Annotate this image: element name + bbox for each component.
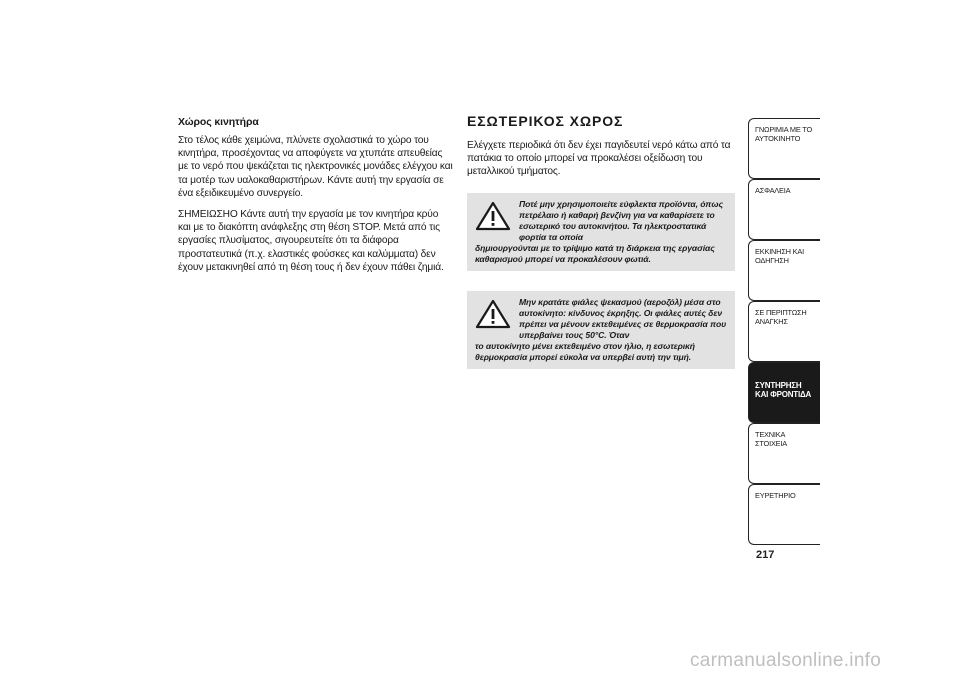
page-title: ΕΣΩΤΕΡΙΚΟΣ ΧΩΡΟΣ: [467, 113, 624, 129]
section-title-engine-bay: Χώρος κινητήρα: [178, 116, 259, 128]
watermark: carmanualsonline.info: [690, 650, 882, 671]
page-number: 217: [756, 549, 775, 561]
warning-text-continued: το αυτοκίνητο μένει εκτεθειμένο στον ήλιο, η εσωτερική θερμοκρασία μπορεί εύκολα να υπερβεί αυτή την τιμή.: [475, 340, 695, 362]
engine-bay-note: ΣΗΜΕΙΩΣΗΟ Κάντε αυτή την εργασία με τον κινητήρα κρύο και με το διακόπτη ανάφλεξης στη θέση STOP. Μετά από τις εργασίες πλυσίματος, σιγουρευτείτε ότι τα διάφορα προστατευτικά (π.χ. ελαστικές φούσκες και καλύμματα) δεν έχουν μετακινηθεί από τη θέση τους ή δεν έχουν πάθει ζημιά.: [178, 209, 444, 273]
tab-maintenance-active[interactable]: ΣΥΝΤΗΡΗΣΗ ΚΑΙ ΦΡΟΝΤΙΔΑ: [748, 362, 820, 423]
warning-box-aerosol: [467, 291, 735, 369]
warning-triangle-icon: [475, 201, 511, 231]
engine-bay-paragraph: Στο τέλος κάθε χειμώνα, πλύνετε σχολαστικά το χώρο του κινητήρα, προσέχοντας να αποφύγετε να χτυπάτε απευθείας με το νερό που ψεκάζεται τις ηλεκτρονικές μονάδες ελέγχου και τα μοτέρ των υαλοκαθαριστήρων. Κάντε αυτή την εργασία σε ένα εξειδικευμένο συνεργείο.: [178, 135, 453, 199]
interior-column: [467, 113, 735, 389]
tab-index[interactable]: ΕΥΡΕΤΗΡΙΟ: [748, 484, 820, 545]
tab-emergency[interactable]: ΣΕ ΠΕΡΙΠΤΩΣΗ ΑΝΑΓΚΗΣ: [748, 301, 820, 362]
tab-technical-data[interactable]: ΤΕΧΝΙΚΑ ΣΤΟΙΧΕΙΑ: [748, 423, 820, 484]
tab-starting-driving[interactable]: ΕΚΚΙΝΗΣΗ ΚΑΙ ΟΔΗΓΗΣΗ: [748, 240, 820, 301]
left-column: [178, 116, 453, 282]
warning-text: Μην κρατάτε φιάλες ψεκασμού (αεροζόλ) μέσα στο αυτοκίνητο: κίνδυνος έκρηξης. Οι φιάλες αυτές δεν πρέπει να μένουν εκτεθειμένες σε θερμοκρασία που υπερβαίνει τους 50°C. Όταν: [519, 296, 727, 340]
tab-safety[interactable]: ΑΣΦΑΛΕΙΑ: [748, 179, 820, 240]
chapter-tabs: [748, 118, 820, 545]
warning-box-flammable: [467, 193, 735, 271]
warning-triangle-icon: [475, 299, 511, 329]
interior-intro: Ελέγχετε περιοδικά ότι δεν έχει παγιδευτεί νερό κάτω από τα πατάκια το οποίο μπορεί να προκαλέσει οξείδωση του μεταλλικού τμήματος.: [467, 140, 731, 178]
warning-text: Ποτέ μην χρησιμοποιείτε εύφλεκτα προϊόντα, όπως πετρέλαιο ή καθαρή βενζίνη για να καθαρίσετε το εσωτερικό του αυτοκινήτου. Τα ηλεκτροστατικά φορτία τα οποία: [519, 198, 723, 242]
tab-getting-to-know[interactable]: ΓΝΩΡΙΜΙΑ ΜΕ ΤΟ ΑΥΤΟΚΙΝΗΤΟ: [748, 118, 820, 179]
warning-text-continued: δημιουργούνται με το τρίψιμο κατά τη διάρκεια της εργασίας καθαρισμού μπορεί να προκαλέσουν φωτιά.: [475, 242, 715, 264]
